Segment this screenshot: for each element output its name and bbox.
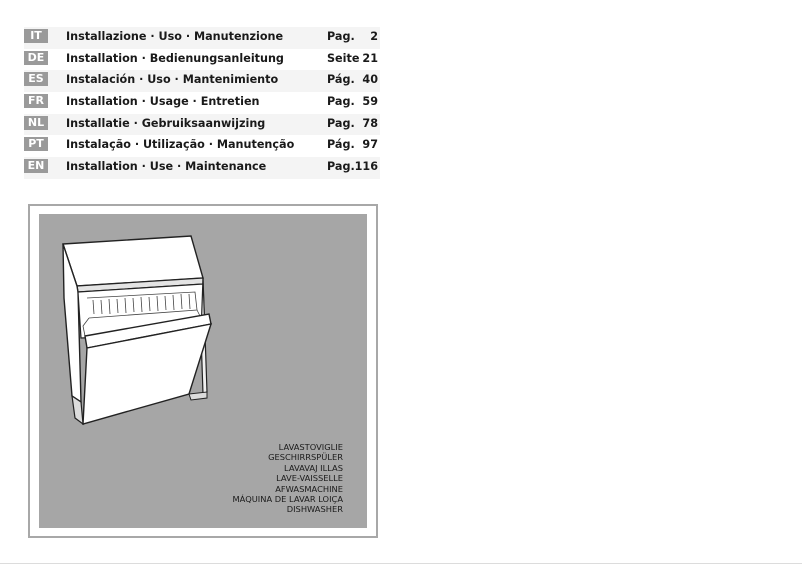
product-name-fr: LAVE-VAISSELLE [276, 473, 343, 484]
product-name-de: GESCHIRRSPÜLER [268, 452, 343, 463]
product-name-nl: AFWASMACHINE [275, 483, 343, 494]
page-label: Pág. [327, 73, 355, 87]
page-label: Pag. [327, 160, 355, 174]
section-title: Installation · Bedienungsanleitung [66, 51, 284, 65]
cover-frame [28, 204, 378, 538]
page-number: 40 [362, 73, 378, 87]
toc-row-es [24, 70, 380, 92]
language-code-badge: FR [24, 94, 48, 108]
page-label: Pag. [327, 95, 355, 109]
language-code-badge: EN [24, 159, 48, 173]
page-label: Pag. [327, 116, 355, 130]
language-code-badge: IT [24, 29, 48, 43]
section-title: Instalação · Utilização · Manutenção [66, 138, 295, 152]
language-code-badge: PT [24, 137, 48, 151]
product-name-en: DISHWASHER [286, 504, 343, 515]
page-divider [0, 563, 802, 564]
section-title: Installazione · Uso · Manutenzione [66, 30, 284, 43]
cover-panel [39, 214, 367, 528]
page-number: 116 [354, 160, 378, 174]
product-name-it: LAVASTOVIGLIE [278, 442, 343, 452]
page-number: 97 [362, 138, 378, 152]
page-number: 59 [362, 95, 378, 109]
page-number: 78 [362, 116, 378, 130]
page-number: 2 [370, 30, 378, 43]
section-title: Installatie · Gebruiksaanwijzing [66, 116, 266, 130]
page-label: Pag. [327, 30, 355, 43]
product-name-es: LAVAVAJ ILLAS [284, 462, 343, 473]
section-title: Installation · Usage · Entretien [66, 95, 260, 109]
toc-row-it [24, 27, 380, 49]
product-name-pt: MÁQUINA DE LAVAR LOIÇA [232, 494, 343, 505]
language-code-badge: NL [24, 116, 48, 130]
page-number: 21 [362, 51, 378, 65]
product-names [233, 442, 343, 515]
toc-row-nl [24, 114, 380, 136]
language-code-badge: DE [24, 51, 48, 65]
language-index [24, 27, 380, 179]
toc-row-fr [24, 92, 380, 114]
page-label: Seite [327, 51, 360, 65]
section-title: Instalación · Uso · Mantenimiento [66, 73, 279, 87]
language-code-badge: ES [24, 72, 48, 86]
toc-row-de [24, 49, 380, 71]
toc-row-pt [24, 135, 380, 157]
page-label: Pág. [327, 138, 355, 152]
section-title: Installation · Use · Maintenance [66, 160, 267, 174]
toc-row-en [24, 157, 380, 179]
